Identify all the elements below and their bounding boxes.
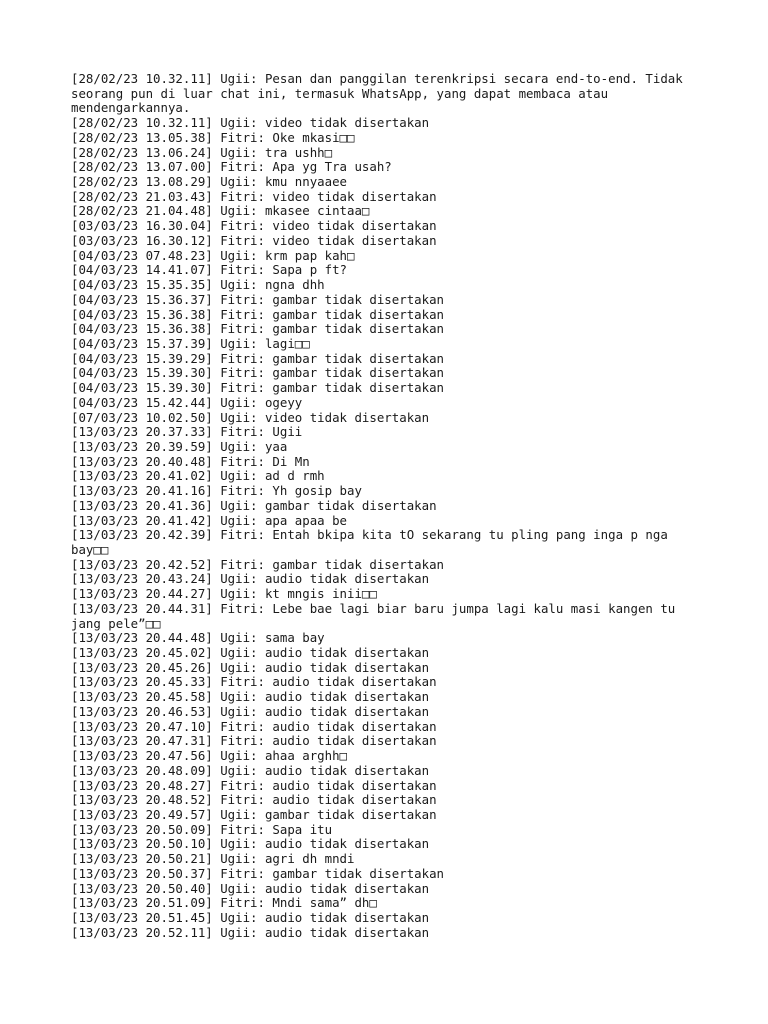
chat-line: [13/03/23 20.37.33] Fitri: Ugii [71, 424, 303, 440]
chat-line: [28/02/23 10.32.11] Ugii: video tidak disertakan [71, 115, 430, 131]
chat-line: [13/03/23 20.40.48] Fitri: Di Mn [71, 453, 310, 469]
chat-line: [04/03/23 07.48.23] Ugii: krm pap kah□ [71, 247, 355, 263]
chat-line: [28/02/23 21.04.48] Ugii: mkasee cintaa□ [71, 203, 370, 219]
chat-line: [13/03/23 20.42.52] Fitri: gambar tidak disertakan [71, 556, 444, 572]
chat-line: [13/03/23 20.41.16] Fitri: Yh gosip bay [71, 483, 362, 499]
chat-line: [13/03/23 20.50.37] Fitri: gambar tidak disertakan [71, 865, 444, 881]
chat-line: [13/03/23 20.47.56] Ugii: ahaa arghh□ [71, 748, 348, 764]
chat-line: [13/03/23 20.42.39] Fitri: Entah bkipa kita tO sekarang tu pling pang inga p nga bay□□ [71, 527, 676, 557]
chat-line: [13/03/23 20.41.36] Ugii: gambar tidak disertakan [71, 497, 437, 513]
chat-line: [04/03/23 15.35.35] Ugii: ngna dhh [71, 277, 325, 293]
chat-line: [07/03/23 10.02.50] Ugii: video tidak disertakan [71, 409, 430, 425]
chat-line: [13/03/23 20.47.10] Fitri: audio tidak disertakan [71, 718, 437, 734]
chat-line: [13/03/23 20.48.09] Ugii: audio tidak disertakan [71, 762, 430, 778]
chat-line: [04/03/23 15.42.44] Ugii: ogeyy [71, 394, 303, 410]
chat-line: [13/03/23 20.47.31] Fitri: audio tidak disertakan [71, 733, 437, 749]
chat-line: [13/03/23 20.45.33] Fitri: audio tidak disertakan [71, 674, 437, 690]
chat-line: [04/03/23 14.41.07] Fitri: Sapa p ft? [71, 262, 348, 278]
chat-line: [13/03/23 20.46.53] Ugii: audio tidak disertakan [71, 703, 430, 719]
chat-line: [03/03/23 16.30.04] Fitri: video tidak disertakan [71, 218, 437, 234]
chat-line: [13/03/23 20.49.57] Ugii: gambar tidak disertakan [71, 806, 437, 822]
chat-line: [13/03/23 20.45.02] Ugii: audio tidak disertakan [71, 645, 430, 661]
chat-line: [13/03/23 20.48.27] Fitri: audio tidak disertakan [71, 777, 437, 793]
chat-line: [13/03/23 20.44.27] Ugii: kt mngis inii□□ [71, 586, 377, 602]
chat-export-text [71, 72, 697, 940]
chat-line: [13/03/23 20.50.21] Ugii: agri dh mndi [71, 851, 355, 867]
chat-line: [13/03/23 20.43.24] Ugii: audio tidak disertakan [71, 571, 430, 587]
chat-line: [13/03/23 20.41.02] Ugii: ad d rmh [71, 468, 325, 484]
chat-line: [13/03/23 20.51.45] Ugii: audio tidak disertakan [71, 909, 430, 925]
chat-line: [04/03/23 15.39.29] Fitri: gambar tidak disertakan [71, 350, 444, 366]
chat-line: [04/03/23 15.36.38] Fitri: gambar tidak disertakan [71, 321, 444, 337]
chat-line: [13/03/23 20.52.11] Ugii: audio tidak disertakan [71, 924, 430, 940]
chat-line: [13/03/23 20.48.52] Fitri: audio tidak disertakan [71, 792, 437, 808]
chat-line: [13/03/23 20.51.09] Fitri: Mndi sama” dh□ [71, 895, 377, 911]
chat-line: [13/03/23 20.41.42] Ugii: apa apaa be [71, 512, 348, 528]
chat-line: [04/03/23 15.39.30] Fitri: gambar tidak disertakan [71, 365, 444, 381]
chat-line: [13/03/23 20.39.59] Ugii: yaa [71, 438, 288, 454]
chat-line: [28/02/23 13.05.38] Fitri: Oke mkasi□□ [71, 129, 355, 145]
chat-line: [13/03/23 20.44.48] Ugii: sama bay [71, 630, 325, 646]
chat-line: [13/03/23 20.45.26] Ugii: audio tidak disertakan [71, 659, 430, 675]
chat-line: [04/03/23 15.39.30] Fitri: gambar tidak disertakan [71, 380, 444, 396]
chat-line: [04/03/23 15.37.39] Ugii: lagi□□ [71, 335, 310, 351]
chat-line: [04/03/23 15.36.37] Fitri: gambar tidak disertakan [71, 291, 444, 307]
chat-line: [28/02/23 13.06.24] Ugii: tra ushh□ [71, 144, 333, 160]
chat-line: [28/02/23 13.08.29] Ugii: kmu nnyaaee [71, 174, 348, 190]
chat-line: [04/03/23 15.36.38] Fitri: gambar tidak disertakan [71, 306, 444, 322]
chat-line: [28/02/23 21.03.43] Fitri: video tidak disertakan [71, 188, 437, 204]
chat-line: [28/02/23 10.32.11] Ugii: Pesan dan panggilan terenkripsi secara end-to-end. Tidak seorang pun di luar chat ini, termasuk WhatsApp, yang dapat membaca atau mendengarkannya. [71, 71, 691, 116]
chat-line: [13/03/23 20.50.09] Fitri: Sapa itu [71, 821, 333, 837]
chat-line: [13/03/23 20.50.40] Ugii: audio tidak disertakan [71, 880, 430, 896]
chat-line: [13/03/23 20.50.10] Ugii: audio tidak disertakan [71, 836, 430, 852]
chat-line: [03/03/23 16.30.12] Fitri: video tidak disertakan [71, 232, 437, 248]
chat-line: [28/02/23 13.07.00] Fitri: Apa yg Tra usah? [71, 159, 392, 175]
chat-line: [13/03/23 20.45.58] Ugii: audio tidak disertakan [71, 689, 430, 705]
chat-line: [13/03/23 20.44.31] Fitri: Lebe bae lagi biar baru jumpa lagi kalu masi kangen tu jang pele”□□ [71, 600, 683, 631]
